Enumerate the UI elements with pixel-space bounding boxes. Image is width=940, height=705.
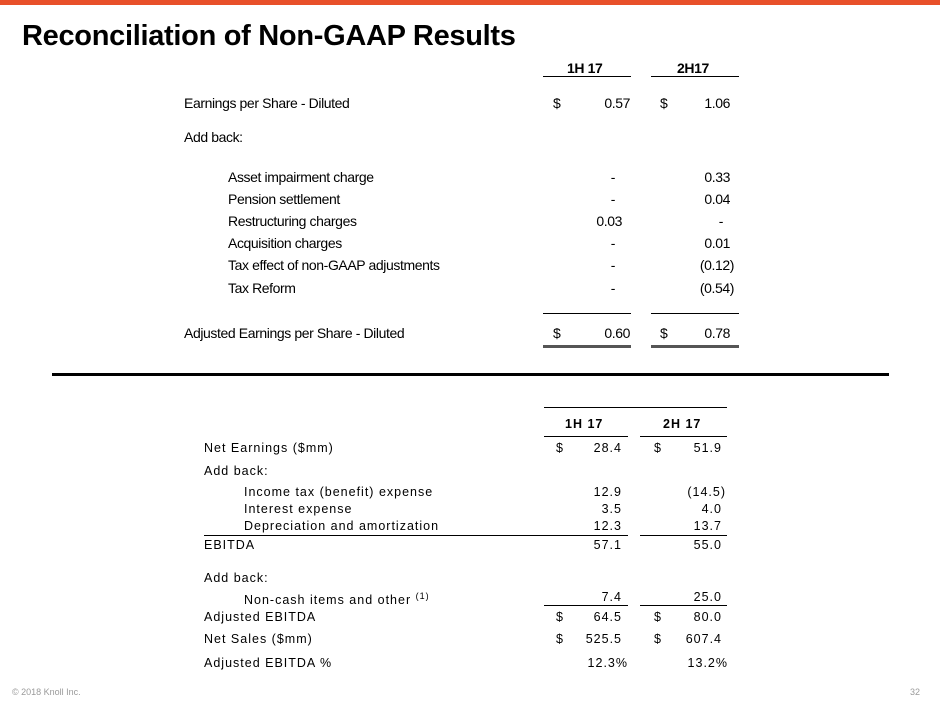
eps-row-value-2h17: 0.04 [704,191,730,207]
ebitda-subtotal-line-1 [204,535,628,536]
eps-row-label: Tax effect of non-GAAP adjustments [228,257,440,273]
eps-value-1h17: 0.57 [604,95,630,111]
eps-double-underline-2 [651,345,739,348]
ebitda-value-1h17: 57.1 [593,538,622,552]
eps-row-value-1h17: - [610,280,615,296]
eps-currency-1: $ [553,95,561,111]
adjusted-eps-currency-2: $ [660,325,668,341]
eps-row-value-2h17: 0.33 [704,169,730,185]
eps-header-underline-1 [543,76,631,77]
net-sales-currency-2: $ [654,632,662,646]
ebitda-col-header-1h17: 1H 17 [565,417,604,431]
eps-row-value-1h17: 0.03 [596,213,622,229]
adjusted-ebitda-label: Adjusted EBITDA [204,610,317,624]
page-title: Reconciliation of Non-GAAP Results [22,20,516,52]
ebitda-row-value-1h17: 3.5 [601,502,622,516]
ebitda-row-label: Income tax (benefit) expense [244,485,434,499]
ebitda-header-underline-2 [640,436,727,437]
ebitda-value-2h17: 55.0 [693,538,722,552]
eps-row-value-2h17: 0.01 [704,235,730,251]
noncash-label-text: Non-cash items and other [244,593,412,608]
net-sales-currency-1: $ [556,632,564,646]
net-earnings-label: Net Earnings ($mm) [204,441,334,455]
eps-col-header-1h17: 1H 17 [567,60,603,76]
footnote-marker: (1) [415,591,430,601]
eps-row-label: Tax Reform [228,280,296,296]
eps-row-value-1h17: - [610,169,615,185]
ebitda-header-underline-1 [544,436,628,437]
net-earnings-value-1h17: 28.4 [593,441,622,455]
page-number: 32 [909,687,920,697]
noncash-value-2h17: 25.0 [693,590,722,604]
adj-ebitda-line-2 [640,605,727,606]
ebitda-row-value-2h17: 13.7 [693,519,722,533]
eps-row-label: Pension settlement [228,191,340,207]
ebitda-row-value-1h17: 12.9 [593,485,622,499]
adjusted-ebitda-pct-1h17: 12.3% [587,656,628,670]
eps-currency-2: $ [660,95,668,111]
eps-header-underline-2 [651,76,739,77]
net-earnings-value-2h17: 51.9 [693,441,722,455]
adjusted-ebitda-pct-label: Adjusted EBITDA % [204,656,333,670]
eps-row-value-2h17: - [718,213,723,229]
net-sales-value-1h17: 525.5 [585,632,622,646]
adjusted-ebitda-value-2h17: 80.0 [693,610,722,624]
ebitda-row-label: Interest expense [244,502,353,516]
adjusted-ebitda-currency-2: $ [654,610,662,624]
ebitda-row-value-2h17: 4.0 [701,502,722,516]
eps-row-value-2h17: (0.54) [699,280,734,296]
adjusted-ebitda-pct-2h17: 13.2% [687,656,728,670]
eps-col-header-2h17: 2H17 [677,60,709,76]
net-earnings-currency-2: $ [654,441,662,455]
eps-label: Earnings per Share - Diluted [184,95,350,111]
ebitda-addback2-label: Add back: [204,571,269,585]
ebitda-subtotal-line-2 [640,535,727,536]
ebitda-row-label: Depreciation and amortization [244,519,440,533]
eps-row-label: Restructuring charges [228,213,357,229]
eps-double-underline-1 [543,345,631,348]
eps-row-value-1h17: - [610,257,615,273]
copyright-footer: © 2018 Knoll Inc. [12,687,81,697]
net-sales-label: Net Sales ($mm) [204,632,313,646]
adjusted-eps-value-2h17: 0.78 [704,325,730,341]
eps-subtotal-line-1 [543,313,631,314]
eps-row-label: Acquisition charges [228,235,342,251]
adjusted-ebitda-value-1h17: 64.5 [593,610,622,624]
ebitda-row-value-2h17: (14.5) [687,485,726,499]
top-accent-bar [0,0,940,5]
eps-addback-label: Add back: [184,129,243,145]
eps-row-value-2h17: (0.12) [699,257,734,273]
noncash-label [244,589,430,607]
adjusted-eps-label: Adjusted Earnings per Share - Diluted [184,325,405,341]
net-sales-value-2h17: 607.4 [685,632,722,646]
adjusted-ebitda-currency-1: $ [556,610,564,624]
adjusted-eps-currency-1: $ [553,325,561,341]
eps-value-2h17: 1.06 [704,95,730,111]
section-divider [52,373,889,376]
ebitda-addback-label: Add back: [204,464,269,478]
adjusted-eps-value-1h17: 0.60 [604,325,630,341]
ebitda-row-value-1h17: 12.3 [593,519,622,533]
ebitda-label: EBITDA [204,538,256,552]
noncash-value-1h17: 7.4 [601,590,622,604]
net-earnings-currency-1: $ [556,441,564,455]
eps-subtotal-line-2 [651,313,739,314]
ebitda-col-header-2h17: 2H 17 [663,417,702,431]
ebitda-top-rule [544,407,727,408]
eps-row-value-1h17: - [610,235,615,251]
adj-ebitda-line-1 [544,605,628,606]
eps-row-value-1h17: - [610,191,615,207]
eps-row-label: Asset impairment charge [228,169,374,185]
